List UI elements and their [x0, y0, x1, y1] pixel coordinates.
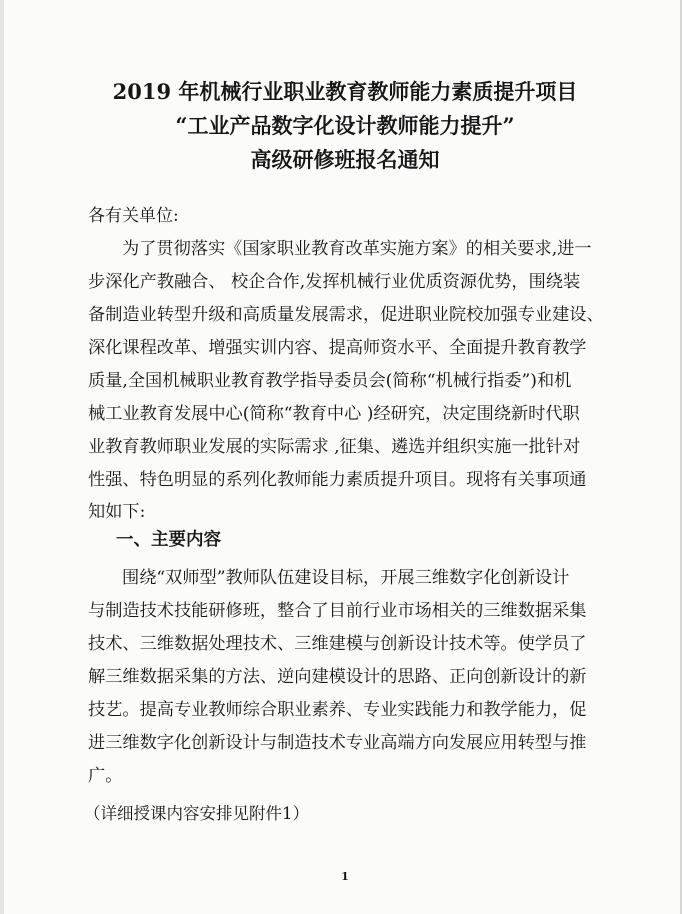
paragraph1-line: 械工业教育发展中心(简称“教育中心 )经研究，决定围绕新时代职: [88, 404, 580, 424]
paragraph1-line: 步深化产教融合、 校企合作,发挥机械行业优质资源优势，围绕装: [88, 272, 581, 292]
paragraph2-line: 技术、三维数据处理技术、三维建模与创新设计技术等。使学员了: [88, 634, 587, 654]
paragraph1-line: 性强、特色明显的系列化教师能力素质提升项目。现将有关事项通: [88, 470, 587, 490]
paragraph1-line: 质量,全国机械职业教育教学指导委员会(简称“机械行指委”)和机: [88, 371, 572, 391]
paragraph2-line: 技艺。提高专业教师综合职业素养、专业实践能力和教学能力，促: [88, 700, 587, 720]
paragraph1-line: 备制造业转型升级和高质量发展需求，促进职业院校加强专业建设、: [88, 305, 604, 325]
paragraph1-line: 业教育教师职业发展的实际需求 ,征集、遴选并组织实施一批针对: [88, 437, 581, 457]
title-line-1: 2019 年机械行业职业教育教师能力素质提升项目: [112, 79, 578, 104]
paragraph1-line: 知如下:: [88, 502, 146, 522]
title-line-2: “工业产品数字化设计教师能力提升”: [175, 113, 515, 138]
paragraph1-line: 深化课程改革、增强实训内容、提高师资水平、全面提升教育教学: [88, 338, 587, 358]
paragraph2-line: 围绕“双师型”教师队伍建设目标，开展三维数字化创新设计: [122, 568, 570, 588]
paragraph2-line: 与制造技术技能研修班，整合了目前行业市场相关的三维数据采集: [88, 601, 587, 621]
page-number: 1: [341, 870, 349, 883]
paragraph2-line: 进三维数字化创新设计与制造技术专业高端方向发展应用转型与推: [88, 733, 587, 753]
salutation: 各有关单位:: [88, 206, 179, 226]
title-line-3: 高级研修班报名通知: [250, 147, 440, 172]
section-heading: 一、主要内容: [116, 530, 221, 550]
paragraph2-line: 解三维数据采集的方法、逆向建模设计的思路、正向创新设计的新: [88, 667, 587, 687]
attachment-note: （详细授课内容安排见附件1）: [84, 804, 309, 823]
paragraph1-line: 为了贯彻落实《国家职业教育改革实施方案》的相关要求,进一: [122, 239, 592, 259]
paragraph2-line: 广。: [88, 766, 123, 786]
